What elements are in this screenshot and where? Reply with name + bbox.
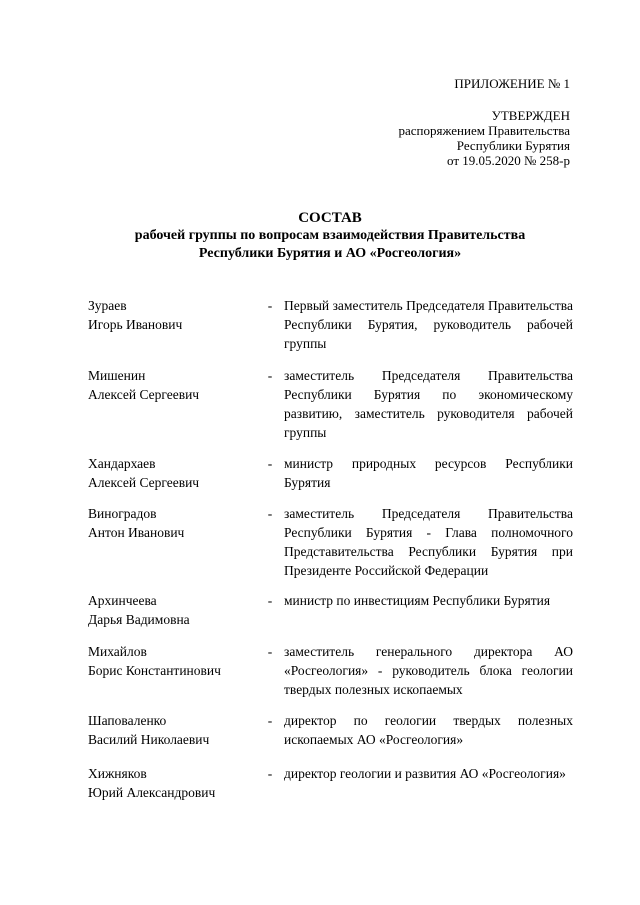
member-given-name: Игорь Иванович [88,317,183,332]
member-dash: - [267,713,273,728]
member-dash: - [267,644,273,659]
member-name [88,296,263,334]
member-name [88,764,263,802]
member-surname: Архинчеева [88,593,157,608]
member-surname: Михайлов [88,644,147,659]
member-role: заместитель Председателя Правительства Республики Бурятия - Глава полномочного Представительства Республики Бурятия при Президенте Российской Федерации [284,506,573,578]
approved-label: УТВЕРЖДЕН [491,108,570,123]
approved-by-line: Республики Бурятия [456,138,570,153]
member-dash: - [267,593,273,608]
member-name [88,711,263,749]
member-role: заместитель генерального директора АО «Росгеология» - руководитель блока геологии твердых полезных ископаемых [284,644,573,697]
member-surname: Виноградов [88,506,157,521]
title-sub-line: рабочей группы по вопросам взаимодействия Правительства [134,228,526,243]
member-name [88,642,263,680]
member-dash: - [267,298,273,313]
title-main: СОСТАВ [298,210,362,226]
member-name [88,366,263,404]
approval-header [398,76,570,168]
member-name [88,504,263,542]
member-dash: - [267,506,273,521]
member-role: министр по инвестициям Республики Бурятия [284,593,551,608]
member-role: министр природных ресурсов Республики Бурятия [284,456,573,490]
approval-date-number: от 19.05.2020 № 258-р [447,153,570,168]
member-name [88,591,263,629]
approved-by-line: распоряжением Правительства [398,123,570,138]
member-role: заместитель Председателя Правительства Республики Бурятия по экономическому развитию, заместитель руководителя рабочей группы [284,368,573,440]
title-sub-line: Республики Бурятия и АО «Росгеология» [198,246,462,261]
member-given-name: Василий Николаевич [88,732,210,747]
member-role: директор геологии и развития АО «Росгеология» [284,766,566,781]
member-surname: Хандархаев [88,456,156,471]
member-given-name: Алексей Сергеевич [88,475,200,490]
document-title [60,209,600,263]
member-surname: Хижняков [88,766,147,781]
member-role: директор по геологии твердых полезных ископаемых АО «Росгеология» [284,713,573,747]
member-name [88,454,263,492]
member-given-name: Антон Иванович [88,525,185,540]
member-surname: Зураев [88,298,127,313]
member-given-name: Дарья Вадимовна [88,612,190,627]
member-surname: Мишенин [88,368,146,383]
member-surname: Шаповаленко [88,713,167,728]
member-dash: - [267,368,273,383]
member-role: Первый заместитель Председателя Правительства Республики Бурятия, руководитель рабочей группы [284,298,573,351]
member-given-name: Алексей Сергеевич [88,387,200,402]
member-dash: - [267,456,273,471]
member-given-name: Юрий Александрович [88,785,216,800]
member-dash: - [267,766,273,781]
member-given-name: Борис Константинович [88,663,221,678]
appendix-label: ПРИЛОЖЕНИЕ № 1 [454,76,570,91]
